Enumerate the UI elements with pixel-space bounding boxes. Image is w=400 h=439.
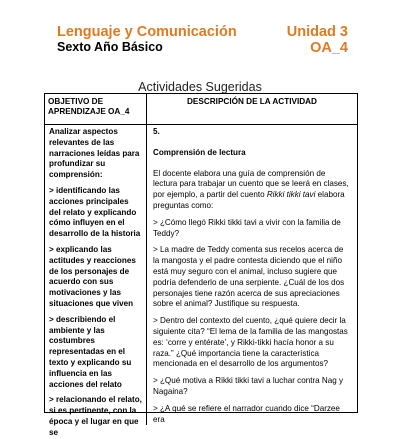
question-item: > Dentro del contexto del cuento, ¿qué quiere decir la siguiente cita? “El lema de la familia de las mangostas es: ‘corre y entérate’, y Rikki-tikki hacía honor a su raza.” ¿Qué importancia tiene la característica mencionada en el desarrollo de los argumentos?: [153, 316, 348, 369]
question-item: > ¿Qué motiva a Rikki tikki tavi a luchar contra Nag y Nagaina?: [153, 376, 344, 396]
objective-cell: [45, 125, 147, 437]
objective-column-header: OBJETIVO DE APRENDIZAJE OA_4: [45, 94, 147, 124]
objective-item: > explicando las actitudes y reacciones de los personajes de acuerdo con sus motivaciones y las situaciones que viven: [49, 244, 136, 308]
story-title: Rikki tikki tavi: [266, 190, 316, 200]
objective-code: OA_4: [310, 40, 348, 56]
header-left: [57, 24, 237, 55]
grade-level: Sexto Año Básico: [57, 40, 163, 54]
question-item: > ¿Cómo llegó Rikki tikki tavi a vivir con la familia de Teddy?: [153, 217, 341, 238]
question-item: > La madre de Teddy comenta sus recelos acerca de la mangosta y el padre contesta diciendo que el niño está muy seguro con el animal, incluso sugiere que podría defenderlo de una serpiente. ¿Cuál de los dos personajes tiene razón acerca de sus apreciaciones sobre el animal? Justifique su respuesta.: [153, 245, 345, 309]
activity-intro-end: elabora preguntas como:: [153, 190, 345, 210]
question-item: > ¿A qué se refiere el narrador cuando dice “Darzee era: [153, 403, 340, 424]
activity-intro-text: El docente elabora una guía de comprensión de lectura para trabajar un cuento que se leerá en clases, por ejemplo, a partir del cuento: [153, 168, 349, 200]
activity-cell: [147, 125, 357, 425]
subject-title: Lenguaje y Comunicación: [57, 24, 237, 40]
header-right: [287, 24, 348, 56]
section-title: Actividades Sugeridas: [138, 80, 262, 94]
activity-title: Comprensión de lectura: [153, 147, 246, 157]
description-column-header: DESCRIPCIÓN DE LA ACTIVIDAD: [187, 97, 317, 106]
activity-intro: [153, 169, 351, 212]
table-header-row: [45, 94, 357, 125]
unit-label: Unidad 3: [286, 24, 348, 40]
activities-table: [44, 93, 358, 437]
activity-number: 5.: [153, 127, 160, 136]
objective-item: > identificando las acciones principales del relato y explicando cómo influyen en el desarrollo de la historia: [49, 185, 141, 239]
objective-item: > describiendo el ambiente y las costumbres representadas en el texto y explicando su influencia en las acciones del relato: [49, 314, 132, 389]
objective-intro: Analizar aspectos relevantes de las narraciones leídas para profundizar su comprensión:: [49, 127, 140, 180]
table-body-row: [45, 125, 357, 437]
objective-item: > relacionando el relato, si es pertinente, con la época y el lugar en que se: [49, 395, 142, 437]
